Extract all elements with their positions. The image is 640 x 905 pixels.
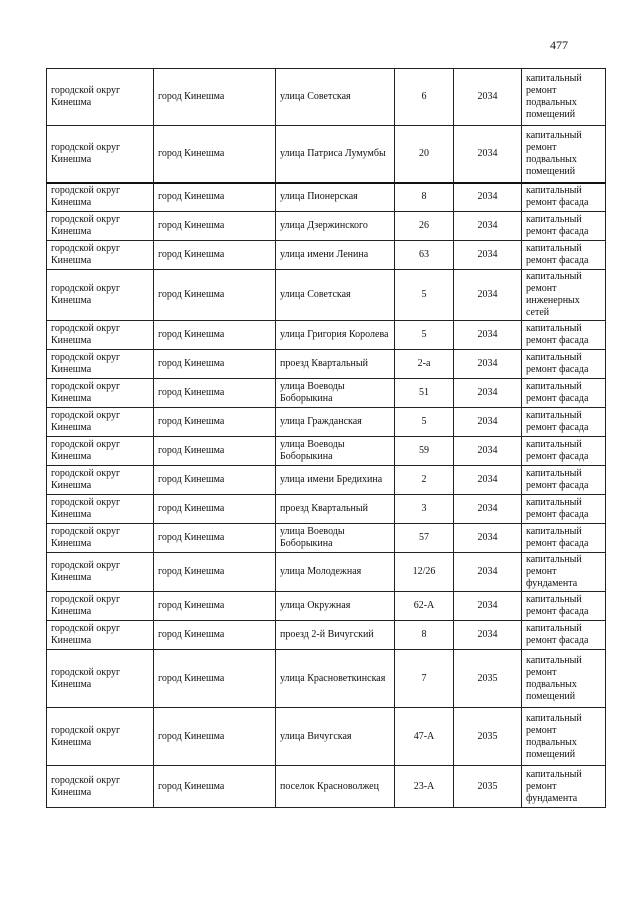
city-cell: город Кинешма <box>154 350 276 379</box>
house-number-cell: 2-а <box>395 350 454 379</box>
table-row <box>47 212 606 241</box>
street-cell: улица Молодежная <box>276 553 395 592</box>
year-cell: 2034 <box>454 69 522 126</box>
work-type-cell: капитальный ремонт фасада <box>522 437 606 466</box>
table-row <box>47 621 606 650</box>
table-row <box>47 183 606 212</box>
street-cell: улица Пионерская <box>276 183 395 212</box>
house-number-cell: 5 <box>395 270 454 321</box>
year-cell: 2035 <box>454 708 522 766</box>
city-cell: город Кинешма <box>154 592 276 621</box>
work-type-cell: капитальный ремонт подвальных помещений <box>522 650 606 708</box>
work-type-cell: капитальный ремонт фасада <box>522 379 606 408</box>
house-number-cell: 57 <box>395 524 454 553</box>
year-cell: 2034 <box>454 495 522 524</box>
district-cell: городской округ Кинешма <box>47 183 154 212</box>
year-cell: 2034 <box>454 592 522 621</box>
work-type-cell: капитальный ремонт инженерных сетей <box>522 270 606 321</box>
district-cell: городской округ Кинешма <box>47 495 154 524</box>
district-cell: городской округ Кинешма <box>47 212 154 241</box>
district-cell: городской округ Кинешма <box>47 592 154 621</box>
city-cell: город Кинешма <box>154 126 276 183</box>
street-cell: проезд Квартальный <box>276 350 395 379</box>
work-type-cell: капитальный ремонт фасада <box>522 495 606 524</box>
street-cell: поселок Красноволжец <box>276 766 395 808</box>
street-cell: улица Воеводы Боборыкина <box>276 437 395 466</box>
work-type-cell: капитальный ремонт фасада <box>522 183 606 212</box>
district-cell: городской округ Кинешма <box>47 241 154 270</box>
work-type-cell: капитальный ремонт фасада <box>522 408 606 437</box>
street-cell: улица Советская <box>276 69 395 126</box>
table-row <box>47 592 606 621</box>
year-cell: 2035 <box>454 766 522 808</box>
work-type-cell: капитальный ремонт фундамента <box>522 766 606 808</box>
year-cell: 2034 <box>454 524 522 553</box>
house-number-cell: 7 <box>395 650 454 708</box>
year-cell: 2034 <box>454 379 522 408</box>
district-cell: городской округ Кинешма <box>47 466 154 495</box>
year-cell: 2035 <box>454 650 522 708</box>
street-cell: улица Дзержинского <box>276 212 395 241</box>
district-cell: городской округ Кинешма <box>47 621 154 650</box>
year-cell: 2034 <box>454 408 522 437</box>
city-cell: город Кинешма <box>154 708 276 766</box>
district-cell: городской округ Кинешма <box>47 553 154 592</box>
year-cell: 2034 <box>454 621 522 650</box>
table-row <box>47 466 606 495</box>
work-type-cell: капитальный ремонт фасада <box>522 466 606 495</box>
city-cell: город Кинешма <box>154 524 276 553</box>
house-number-cell: 20 <box>395 126 454 183</box>
table-row <box>47 270 606 321</box>
street-cell: улица Воеводы Боборыкина <box>276 524 395 553</box>
district-cell: городской округ Кинешма <box>47 408 154 437</box>
house-number-cell: 5 <box>395 321 454 350</box>
work-type-cell: капитальный ремонт фасада <box>522 524 606 553</box>
house-number-cell: 63 <box>395 241 454 270</box>
district-cell: городской округ Кинешма <box>47 350 154 379</box>
work-type-cell: капитальный ремонт фасада <box>522 241 606 270</box>
registry-table <box>46 68 606 808</box>
district-cell: городской округ Кинешма <box>47 270 154 321</box>
year-cell: 2034 <box>454 553 522 592</box>
table-row <box>47 524 606 553</box>
street-cell: улица имени Ленина <box>276 241 395 270</box>
street-cell: улица Григория Королева <box>276 321 395 350</box>
city-cell: город Кинешма <box>154 466 276 495</box>
work-type-cell: капитальный ремонт фасада <box>522 350 606 379</box>
house-number-cell: 23-А <box>395 766 454 808</box>
table-row <box>47 408 606 437</box>
year-cell: 2034 <box>454 270 522 321</box>
district-cell: городской округ Кинешма <box>47 650 154 708</box>
street-cell: проезд 2-й Вичугский <box>276 621 395 650</box>
work-type-cell: капитальный ремонт фасада <box>522 212 606 241</box>
table-row <box>47 350 606 379</box>
street-cell: проезд Квартальный <box>276 495 395 524</box>
house-number-cell: 62-А <box>395 592 454 621</box>
house-number-cell: 5 <box>395 408 454 437</box>
table-row <box>47 241 606 270</box>
table-row <box>47 437 606 466</box>
year-cell: 2034 <box>454 126 522 183</box>
year-cell: 2034 <box>454 437 522 466</box>
city-cell: город Кинешма <box>154 553 276 592</box>
street-cell: улица Окружная <box>276 592 395 621</box>
year-cell: 2034 <box>454 350 522 379</box>
street-cell: улица Патриса Лумумбы <box>276 126 395 183</box>
city-cell: город Кинешма <box>154 621 276 650</box>
street-cell: улица Советская <box>276 270 395 321</box>
district-cell: городской округ Кинешма <box>47 126 154 183</box>
work-type-cell: капитальный ремонт фундамента <box>522 553 606 592</box>
table-row <box>47 708 606 766</box>
work-type-cell: капитальный ремонт фасада <box>522 621 606 650</box>
district-cell: городской округ Кинешма <box>47 524 154 553</box>
city-cell: город Кинешма <box>154 212 276 241</box>
city-cell: город Кинешма <box>154 766 276 808</box>
work-type-cell: капитальный ремонт фасада <box>522 321 606 350</box>
table-row <box>47 321 606 350</box>
work-type-cell: капитальный ремонт подвальных помещений <box>522 69 606 126</box>
work-type-cell: капитальный ремонт подвальных помещений <box>522 126 606 183</box>
table-row <box>47 650 606 708</box>
district-cell: городской округ Кинешма <box>47 708 154 766</box>
table-row <box>47 553 606 592</box>
city-cell: город Кинешма <box>154 408 276 437</box>
year-cell: 2034 <box>454 241 522 270</box>
street-cell: улица имени Бредихина <box>276 466 395 495</box>
district-cell: городской округ Кинешма <box>47 321 154 350</box>
city-cell: город Кинешма <box>154 437 276 466</box>
city-cell: город Кинешма <box>154 270 276 321</box>
district-cell: городской округ Кинешма <box>47 379 154 408</box>
year-cell: 2034 <box>454 321 522 350</box>
city-cell: город Кинешма <box>154 495 276 524</box>
house-number-cell: 59 <box>395 437 454 466</box>
house-number-cell: 6 <box>395 69 454 126</box>
house-number-cell: 2 <box>395 466 454 495</box>
registry-body <box>47 69 606 808</box>
house-number-cell: 51 <box>395 379 454 408</box>
house-number-cell: 26 <box>395 212 454 241</box>
street-cell: улица Красноветкинская <box>276 650 395 708</box>
street-cell: улица Воеводы Боборыкина <box>276 379 395 408</box>
table-row <box>47 126 606 183</box>
street-cell: улица Вичугская <box>276 708 395 766</box>
district-cell: городской округ Кинешма <box>47 437 154 466</box>
table-row <box>47 495 606 524</box>
table-row <box>47 379 606 408</box>
city-cell: город Кинешма <box>154 650 276 708</box>
house-number-cell: 3 <box>395 495 454 524</box>
house-number-cell: 8 <box>395 621 454 650</box>
year-cell: 2034 <box>454 466 522 495</box>
table-row <box>47 766 606 808</box>
district-cell: городской округ Кинешма <box>47 766 154 808</box>
table-row <box>47 69 606 126</box>
city-cell: город Кинешма <box>154 241 276 270</box>
work-type-cell: капитальный ремонт подвальных помещений <box>522 708 606 766</box>
city-cell: город Кинешма <box>154 379 276 408</box>
city-cell: город Кинешма <box>154 183 276 212</box>
house-number-cell: 8 <box>395 183 454 212</box>
year-cell: 2034 <box>454 212 522 241</box>
district-cell: городской округ Кинешма <box>47 69 154 126</box>
house-number-cell: 12/26 <box>395 553 454 592</box>
page-number: 477 <box>550 38 568 52</box>
city-cell: город Кинешма <box>154 69 276 126</box>
work-type-cell: капитальный ремонт фасада <box>522 592 606 621</box>
city-cell: город Кинешма <box>154 321 276 350</box>
house-number-cell: 47-А <box>395 708 454 766</box>
year-cell: 2034 <box>454 183 522 212</box>
street-cell: улица Гражданская <box>276 408 395 437</box>
